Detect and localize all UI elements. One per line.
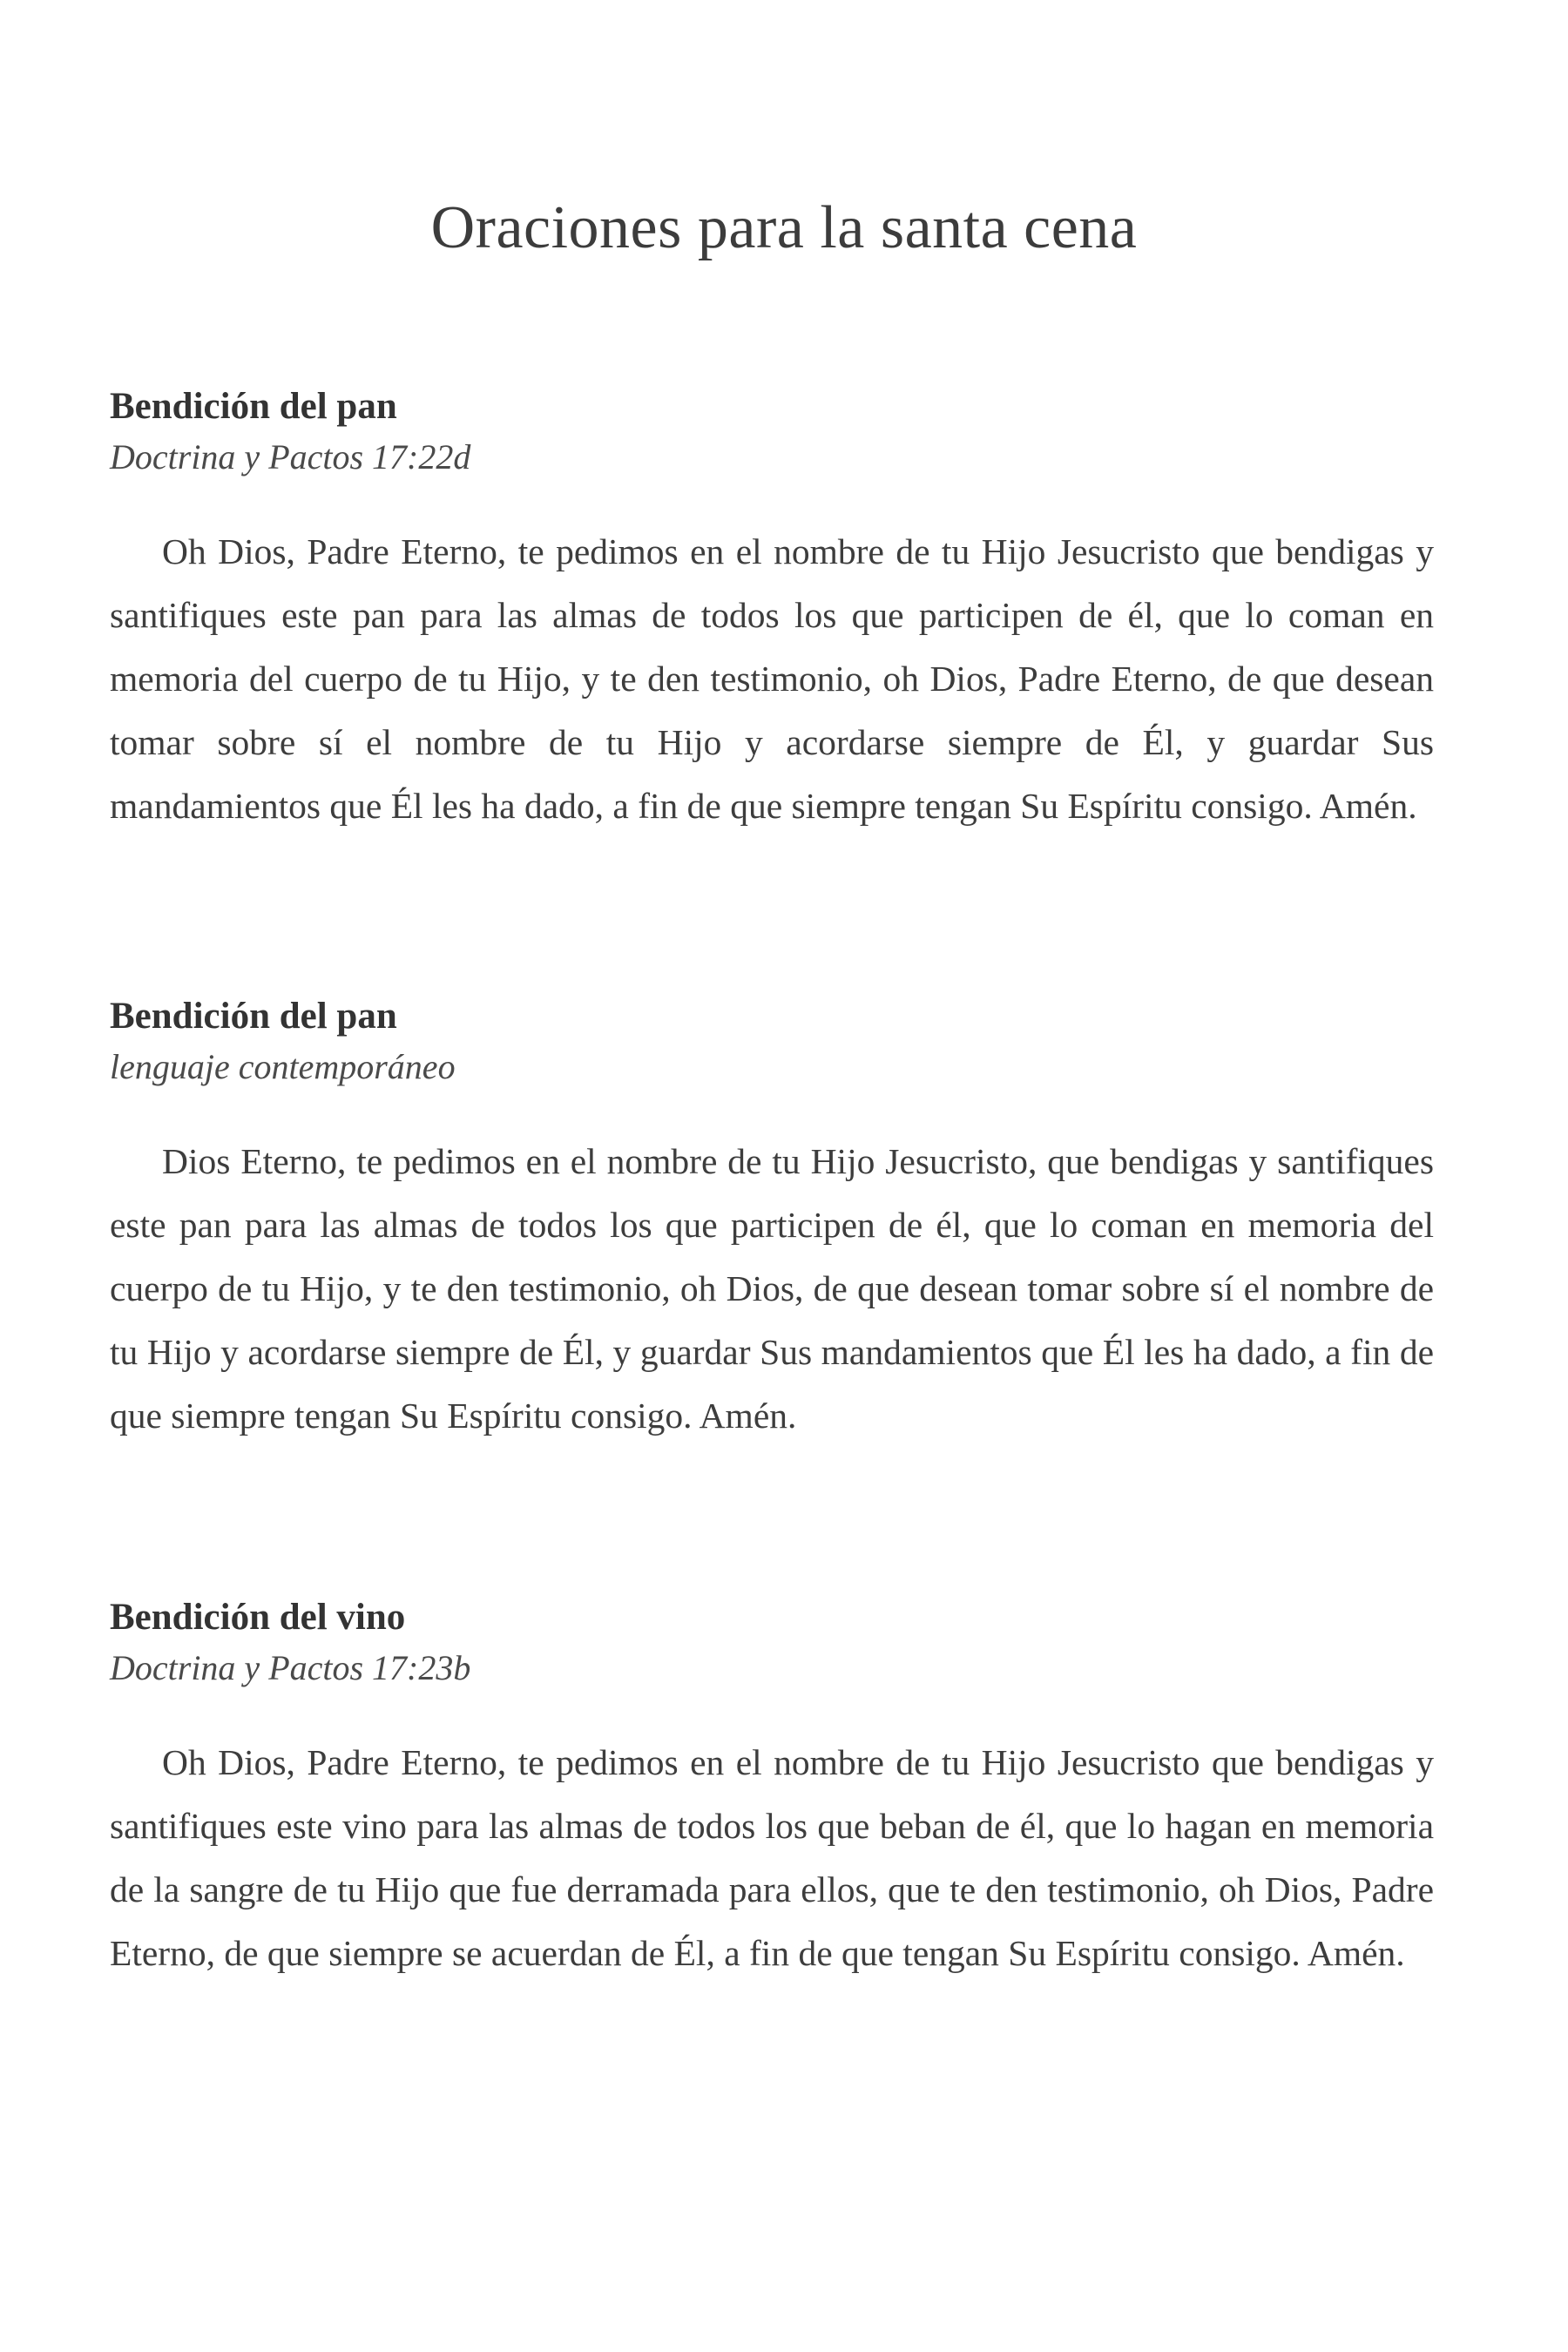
section-heading: Bendición del pan [110,386,397,427]
prayer-text: Oh Dios, Padre Eterno, te pedimos en el nombre de tu Hijo Jesucristo que bendigas y santifiques este vino para las almas de todos los que beban de él, que lo hagan en memoria de la sangre de tu Hijo que fue derramada para ellos, que te den testimonio, oh Dios, Padre Eterno, de que siempre se acuerdan de Él, a fin de que tengan Su Espíritu consigo. Amén. [110,1742,1434,1973]
section-source: lenguaje contemporáneo [110,1047,456,1086]
section-source: Doctrina y Pactos 17:22d [110,437,471,476]
prayer-text: Dios Eterno, te pedimos en el nombre de tu Hijo Jesucristo, que bendigas y santifiques este pan para las almas de todos los que participen de él, que lo coman en memoria del cuerpo de tu Hijo, y te den testimonio, oh Dios, de que desean tomar sobre sí el nombre de tu Hijo y acordarse siempre de Él, y guardar Sus mandamientos que Él les ha dado, a fin de que siempre tengan Su Espíritu consigo. Amén. [110,1141,1434,1436]
prayer-section-bread-contemporary [110,990,1434,1448]
page-title: Oraciones para la santa cena [430,194,1138,261]
section-heading: Bendición del pan [110,996,397,1037]
prayer-text: Oh Dios, Padre Eterno, te pedimos en el nombre de tu Hijo Jesucristo que bendigas y santifiques este pan para las almas de todos los que participen de él, que lo coman en memoria del cuerpo de tu Hijo, y te den testimonio, oh Dios, Padre Eterno, de que desean tomar sobre sí el nombre de tu Hijo y acordarse siempre de Él, y guardar Sus mandamientos que Él les ha dado, a fin de que siempre tengan Su Espíritu consigo. Amén. [110,531,1434,826]
prayer-section-bread [110,381,1434,838]
section-heading: Bendición del vino [110,1597,406,1638]
section-source: Doctrina y Pactos 17:23b [110,1648,471,1687]
prayer-section-wine [110,1592,1434,1985]
